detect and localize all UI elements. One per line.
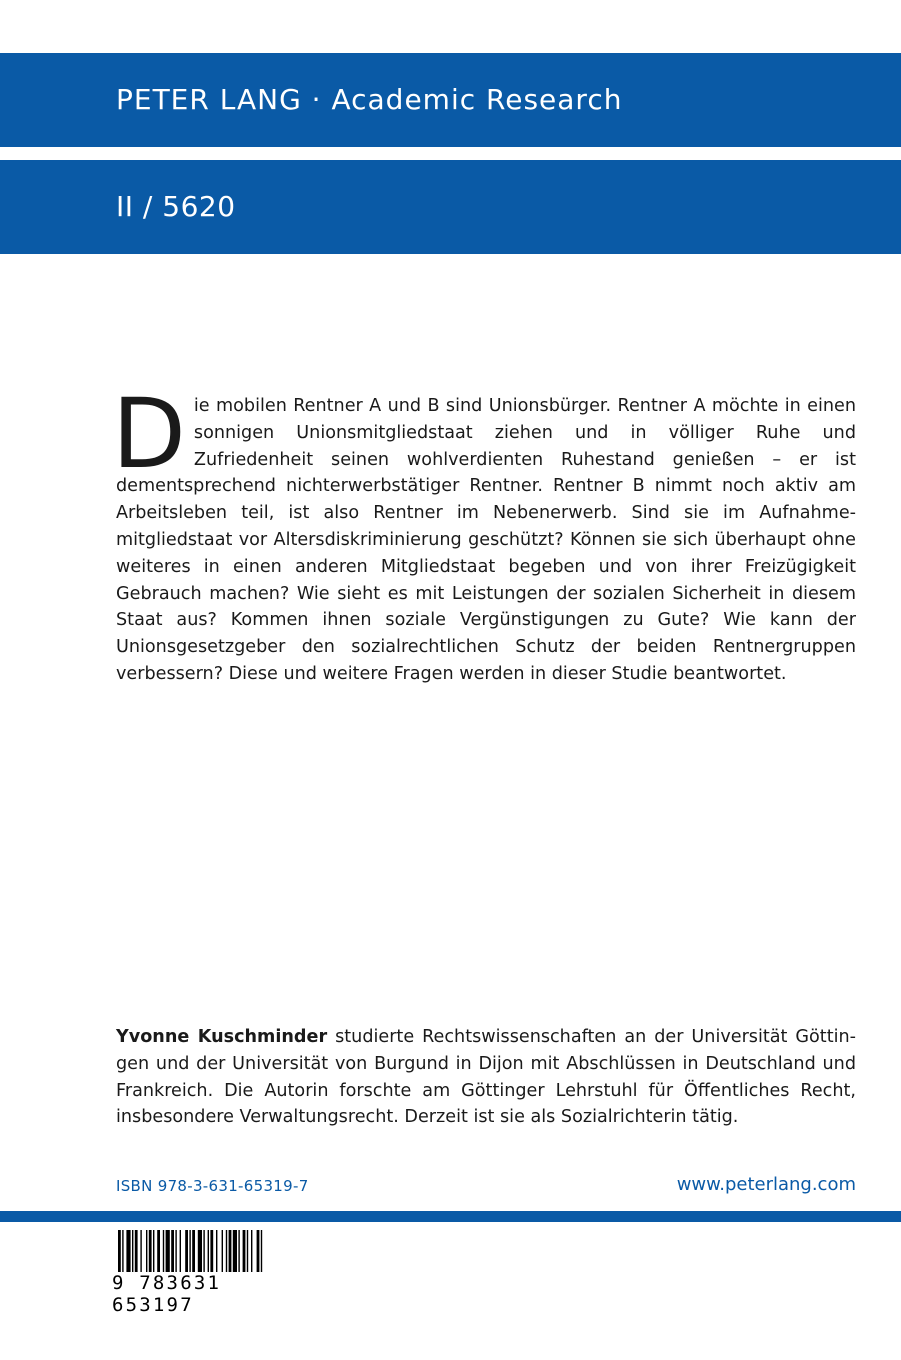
barcode-bar xyxy=(118,1230,121,1274)
barcode-bar xyxy=(261,1230,262,1274)
blurb-text: ie mobilen Rentner A und B sind Unionsbürger. Rentner A möchte in einen sonnigen Unionsmitgliedstaat ziehen und in völliger Ruhe und Zufriedenheit seinen wohlverdienten Ruhestand genießen – er ist dementsprechend nichterwerbstätiger Rentner. Rentner B nimmt noch aktiv am Arbeitsleben teil, ist also Rentner im Nebenerwerb. Sind sie im Aufnahmemitgliedstaat vor Altersdiskriminierung geschützt? Können sie sich überhaupt ohne weiteres in einen anderen Mitgliedstaat begeben und von ihrer Freizügigkeit Gebrauch machen? Wie sieht es mit Leistungen der sozialen Sicherheit in diesem Staat aus? Kommen ihnen soziale Vergünstigungen zu Gute? Wie kann der Unionsgesetzgeber den sozialrechtlichen Schutz der beiden Rentnergruppen verbessern? Diese und weitere Fragen werden in dieser Studie beantwortet. xyxy=(116,396,856,684)
barcode-bar xyxy=(180,1230,181,1274)
barcode-bar xyxy=(216,1230,217,1274)
barcode-bar xyxy=(257,1230,260,1274)
publisher-website[interactable]: www.peterlang.com xyxy=(676,1174,856,1195)
author-name: Yvonne Kuschminder xyxy=(116,1027,328,1047)
barcode-bar xyxy=(135,1230,138,1274)
barcode-bar xyxy=(185,1230,188,1274)
barcode-bar xyxy=(126,1230,130,1274)
barcode-bar xyxy=(247,1230,248,1274)
barcode-bars xyxy=(112,1230,312,1274)
barcode-bar xyxy=(210,1230,213,1274)
barcode-bar xyxy=(132,1230,133,1274)
barcode-bar xyxy=(122,1230,123,1274)
barcode-bar xyxy=(166,1230,170,1274)
barcode-bar xyxy=(146,1230,147,1274)
footer-rule xyxy=(0,1211,901,1222)
barcode-bar xyxy=(222,1230,223,1274)
barcode-bar xyxy=(140,1230,141,1274)
barcode-bar xyxy=(163,1230,164,1274)
series-header-band xyxy=(0,53,901,147)
author-bio-text: studierte Rechtswissenschaften an der Universität Göttingen und der Universität von Burgund in Dijon mit Abschlüssen in Deutschland und Frankreich. Die Autorin forschte am Göttinger Lehrstuhl für Öffentliches Recht, insbesondere Verwaltungsrecht. Derzeit ist sie als Sozialrichterin tätig. xyxy=(116,1027,856,1128)
barcode-digits: 9 783631 653197 xyxy=(112,1272,312,1316)
series-number-band xyxy=(0,160,901,254)
barcode-bar xyxy=(233,1230,237,1274)
barcode-bar xyxy=(171,1230,174,1274)
barcode-bar xyxy=(208,1230,209,1274)
barcode-bar xyxy=(238,1230,239,1274)
barcode-bar xyxy=(198,1230,202,1274)
barcode-bar xyxy=(175,1230,176,1274)
book-blurb xyxy=(112,378,856,688)
barcode-bar xyxy=(226,1230,227,1274)
barcode-bar xyxy=(153,1230,154,1274)
barcode-bar xyxy=(251,1230,252,1274)
drop-cap: D xyxy=(112,378,186,490)
author-bio xyxy=(116,1024,856,1131)
isbn-label: ISBN 978-3-631-65319-7 xyxy=(116,1177,309,1195)
barcode-bar xyxy=(229,1230,232,1274)
barcode-bar xyxy=(243,1230,246,1274)
barcode-bar xyxy=(149,1230,152,1274)
barcode-bar xyxy=(157,1230,160,1274)
series-number: II / 5620 xyxy=(116,190,236,223)
barcode-bar xyxy=(192,1230,195,1274)
barcode-bar xyxy=(189,1230,190,1274)
barcode-bar xyxy=(203,1230,204,1274)
series-name: PETER LANG · Academic Research xyxy=(116,83,623,116)
